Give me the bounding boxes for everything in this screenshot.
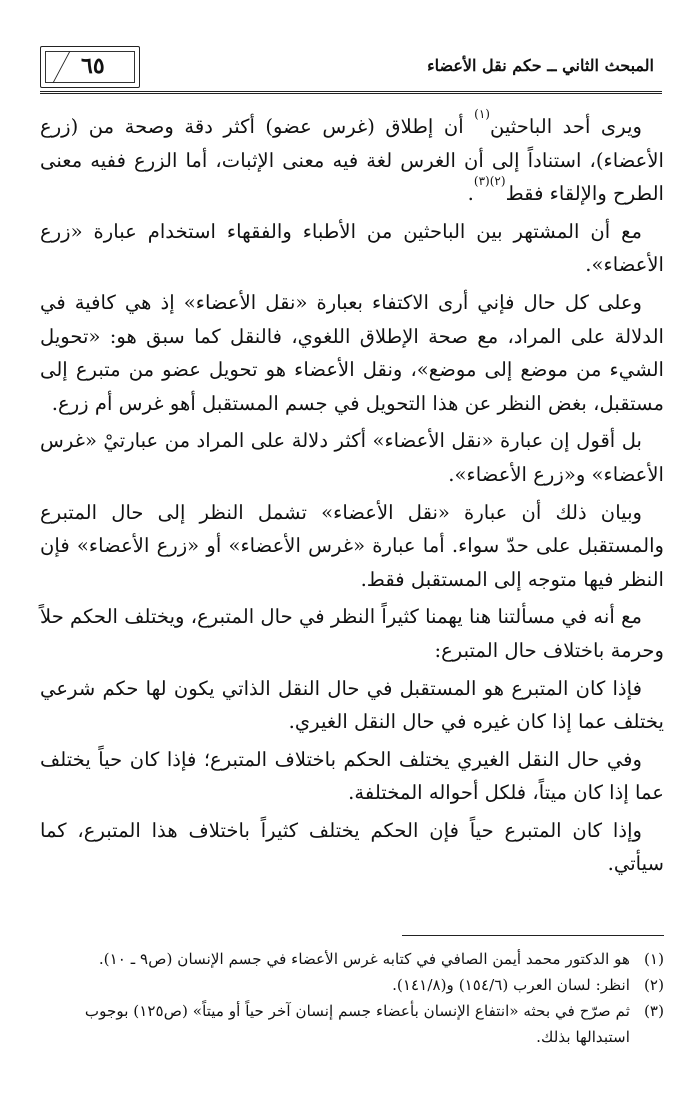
header-rule — [40, 91, 662, 94]
paragraph-5: وبيان ذلك أن عبارة «نقل الأعضاء» تشمل النظر إلى حال المتبرع والمستقبل على حدّ سواء. أما عبارة «غرس الأعضاء» أو «زرع الأعضاء» فإن النظر فيها متوجه إلى المستقبل فقط. — [40, 500, 664, 591]
footnote-3 — [40, 998, 664, 1050]
paragraph-text: ويرى أحد الباحثين — [489, 115, 642, 138]
footnote-number: (٣) — [643, 1002, 664, 1020]
footnote-separator — [402, 935, 664, 936]
footnote-text: هو الدكتور محمد أيمن الصافي في كتابه غرس الأعضاء في جسم الإنسان (ص٩ ـ ١٠). — [98, 950, 630, 968]
paragraph-1 — [40, 107, 664, 211]
page-box-ornament — [52, 51, 84, 83]
page-number: ٦٥ — [81, 53, 105, 79]
paragraph-8: وفي حال النقل الغيري يختلف الحكم باختلاف المتبرع؛ فإذا كان حياً يختلف عما إذا كان ميتاً، فلكل أحواله المختلفة. — [40, 747, 664, 805]
footnote-text: انظر: لسان العرب (١٥٤/٦) و(١٤١/٨). — [392, 976, 630, 994]
page-header — [40, 38, 662, 96]
footnote-number: (١) — [643, 950, 664, 968]
paragraph-7: فإذا كان المتبرع هو المستقبل في حال النقل الذاتي يكون لها حكم شرعي يختلف عما إذا كان غيره في حال النقل الغيري. — [40, 676, 664, 734]
running-title: المبحث الثاني ــ حكم نقل الأعضاء — [427, 56, 654, 75]
footnote-2 — [40, 972, 664, 998]
footnotes — [40, 946, 664, 1050]
page-number-box — [40, 46, 140, 88]
main-text — [40, 107, 664, 885]
footnote-ref-2-3[interactable]: (٢)(٣) — [473, 174, 506, 189]
paragraph-6: مع أنه في مسألتنا هنا يهمنا كثيراً النظر في حال المتبرع، ويختلف الحكم حلاً وحرمة باختلاف حال المتبرع: — [40, 605, 664, 662]
footnote-ref-1[interactable]: (١) — [474, 107, 490, 121]
paragraph-text: أن إطلاق (غرس عضو) أكثر دقة وصحة من (زرع الأعضاء)، استناداً إلى أن الغرس لغة فيه معنى الإثبات، أما الزرع ففيه معنى الطرح والإلقاء فقط — [40, 115, 664, 206]
paragraph-3: وعلى كل حال فإني أرى الاكتفاء بعبارة «نقل الأعضاء» إذ هي كافية في الدلالة على المراد، مع صحة الإطلاق اللغوي، فالنقل كما سبق هو: «تحويل الشيء من موضع إلى موضع»، ونقل الأعضاء هو تحويل عضو من متبرع إلى مستقبل، بغض النظر عن هذا التحويل في جسم المستقبل أهو غرس أم زرع. — [40, 290, 664, 415]
footnote-text: ثم صرّح في بحثه «انتفاع الإنسان بأعضاء جسم إنسان آخر حياً أو ميتاً» (ص١٢٥) بوجوب استبدالها بذلك. — [84, 1002, 630, 1046]
paragraph-2: مع أن المشتهر بين الباحثين من الأطباء والفقهاء استخدام عبارة «زرع الأعضاء». — [40, 219, 664, 277]
footnote-number: (٢) — [643, 976, 664, 994]
paragraph-9: وإذا كان المتبرع حياً فإن الحكم يختلف كثيراً باختلاف هذا المتبرع، كما سيأتي. — [40, 818, 664, 876]
footnote-1 — [40, 946, 664, 972]
paragraph-4: بل أقول إن عبارة «نقل الأعضاء» أكثر دلالة على المراد من عبارتيْ «غرس الأعضاء» و«زرع الأعضاء». — [40, 429, 664, 486]
paragraph-text: . — [467, 182, 474, 206]
